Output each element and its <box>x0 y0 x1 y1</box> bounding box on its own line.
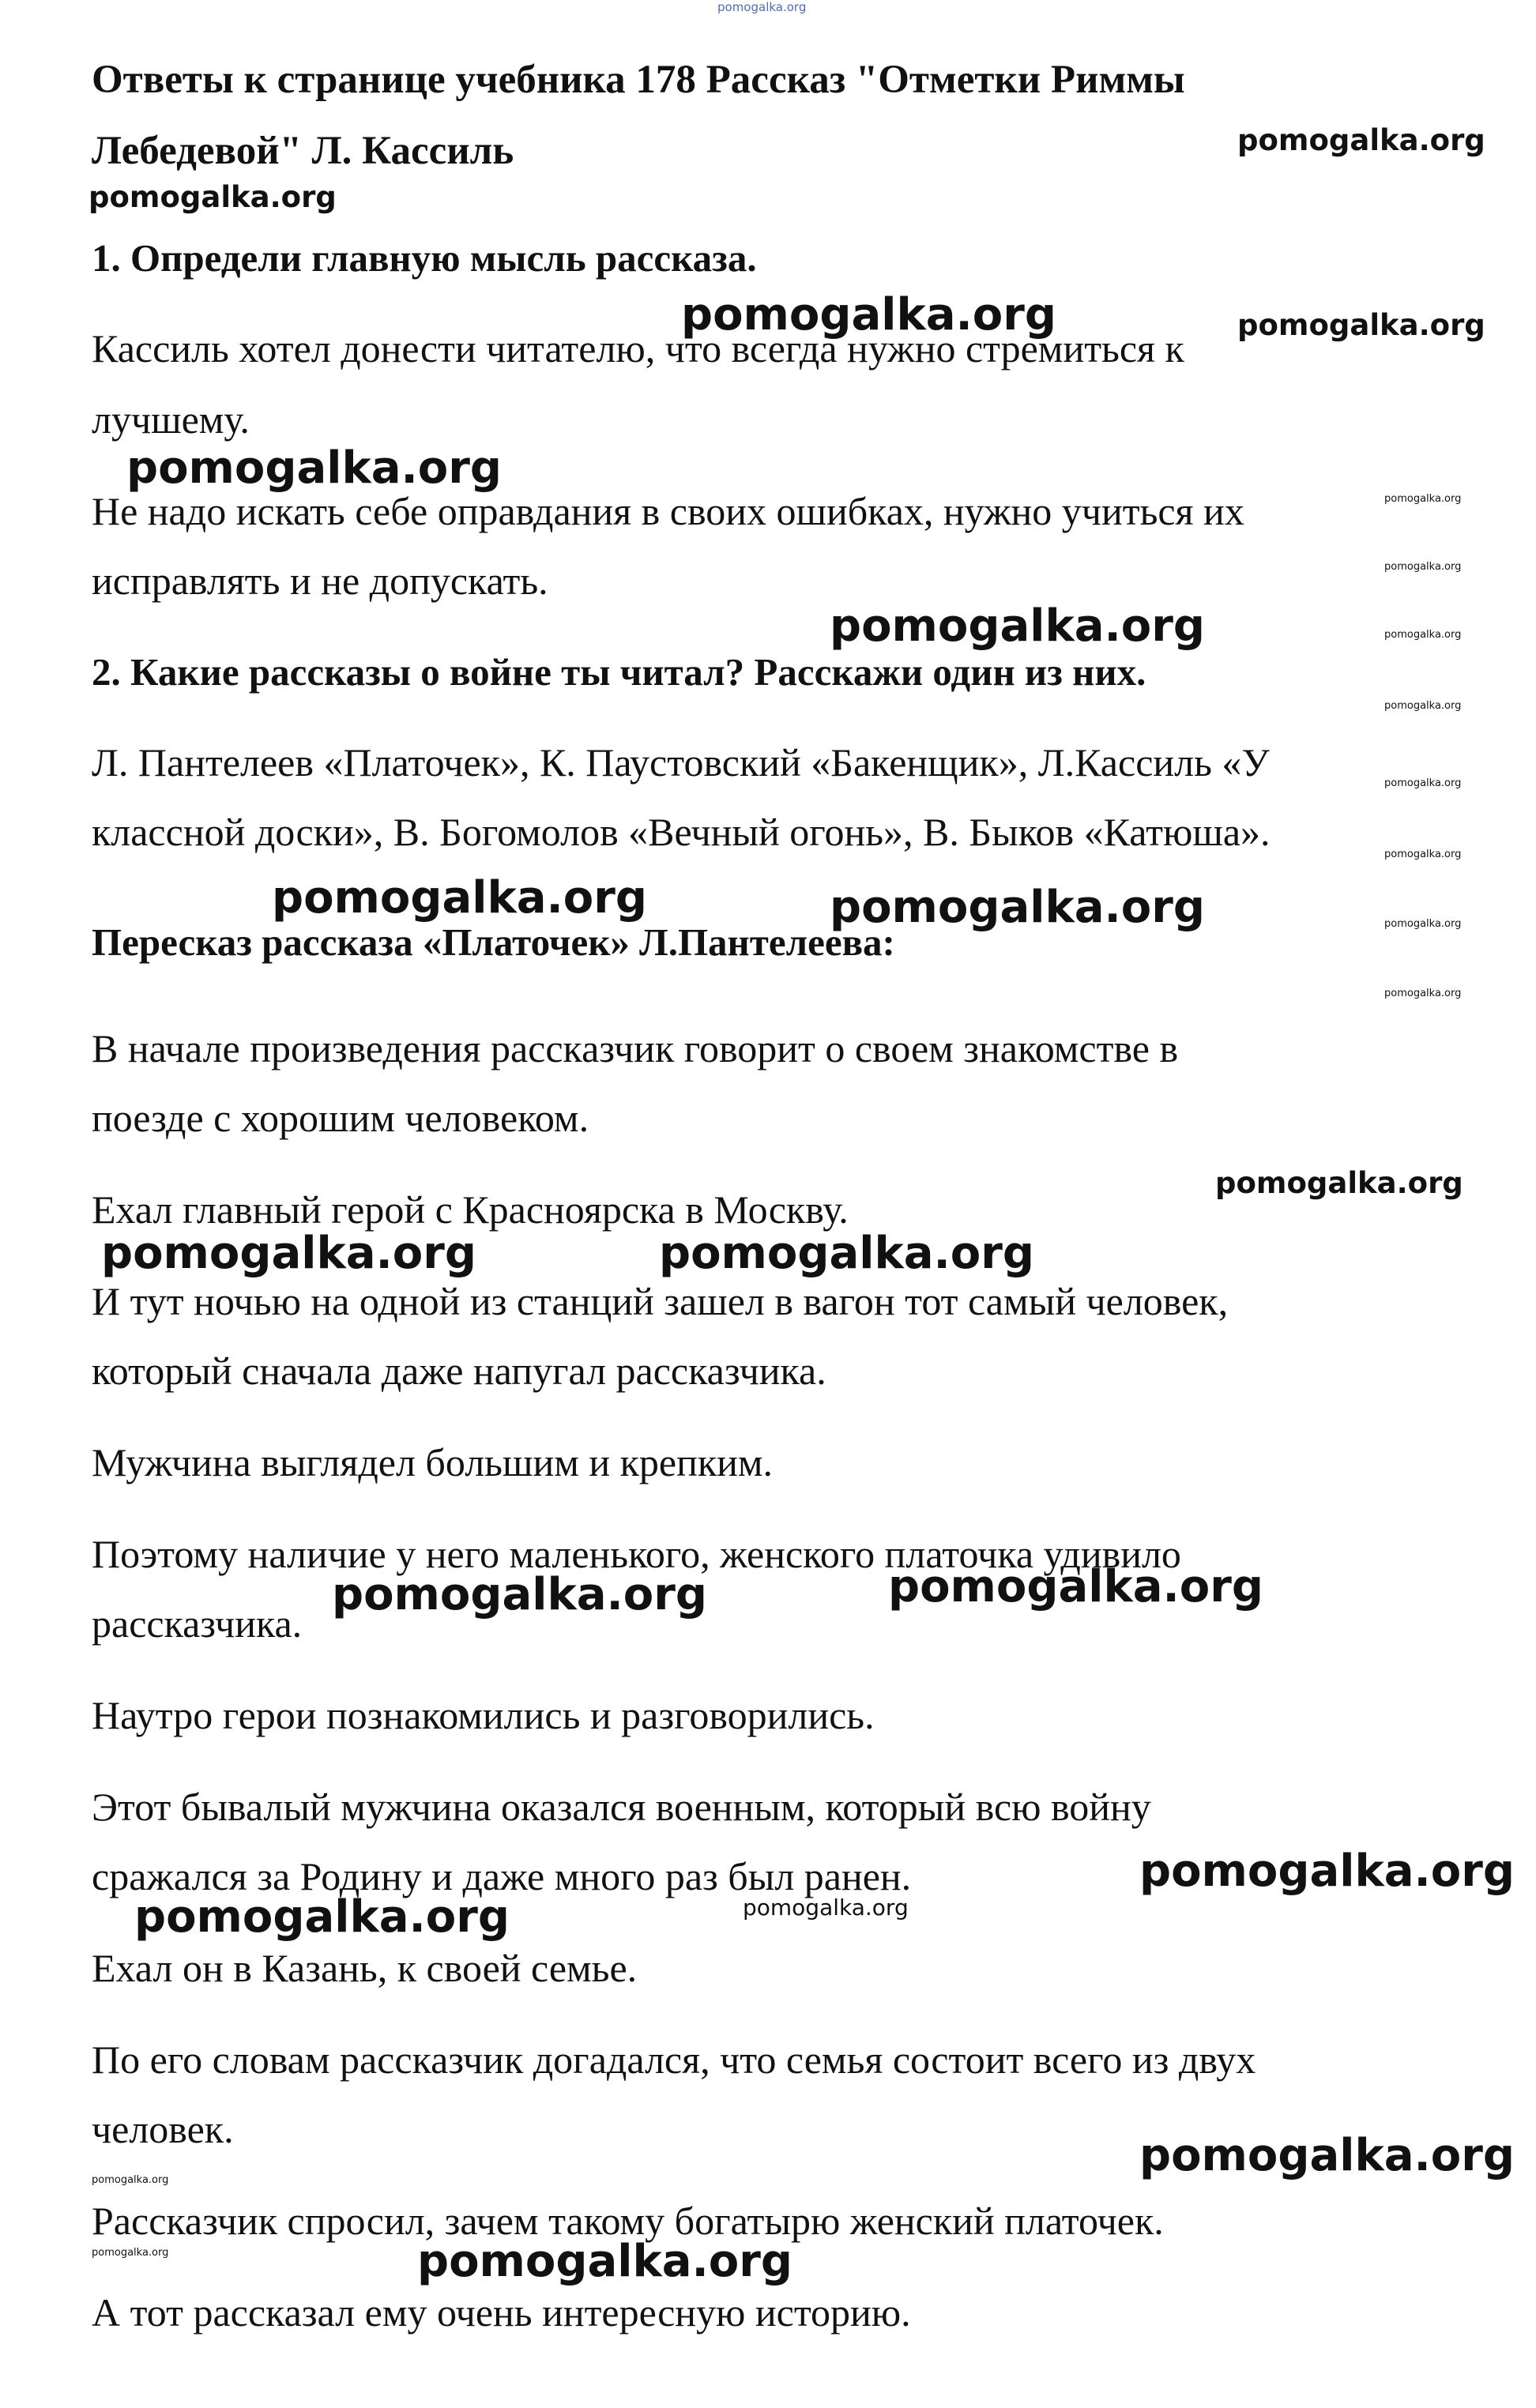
watermark: pomogalka.org <box>101 1228 476 1279</box>
watermark: pomogalka.org <box>1384 629 1462 641</box>
paragraph-line: который сначала даже напугал рассказчика. <box>92 1349 826 1393</box>
watermark: pomogalka.org <box>1384 988 1462 999</box>
paragraph-line: Рассказчик спросил, зачем такому богатырю женский платочек. <box>92 2199 1164 2243</box>
answer-line: исправлять и не допускать. <box>92 559 548 603</box>
paragraph-line: И тут ночью на одной из станций зашел в вагон тот самый человек, <box>92 1279 1229 1323</box>
watermark: pomogalka.org <box>126 442 502 494</box>
page-title-continued: Лебедевой" Л. Кассиль <box>92 129 514 173</box>
question-2-heading: 2. Какие рассказы о войне ты читал? Расскажи один из них. <box>92 650 1146 694</box>
paragraph-line: Мужчина выглядел большим и крепким. <box>92 1440 774 1484</box>
watermark: pomogalka.org <box>134 1891 510 1943</box>
watermark: pomogalka.org <box>1384 918 1462 930</box>
watermark: pomogalka.org <box>272 872 647 924</box>
watermark: pomogalka.org <box>1215 1166 1463 1200</box>
watermark: pomogalka.org <box>1139 1846 1515 1897</box>
paragraph-line: Наутро герои познакомились и разговорились. <box>92 1693 875 1737</box>
watermark: pomogalka.org <box>1237 308 1485 342</box>
answer-line: Кассиль хотел донести читателю, что всегда нужно стремиться к <box>92 326 1184 371</box>
answer-line: Не надо искать себе оправдания в своих ошибках, нужно учиться их <box>92 489 1244 533</box>
answer-line: классной доски», В. Богомолов «Вечный огонь», В. Быков «Катюша». <box>92 810 1271 854</box>
watermark: pomogalka.org <box>1384 777 1462 789</box>
watermark: pomogalka.org <box>88 180 337 214</box>
paragraph-line: Поэтому наличие у него маленького, женского платочка удивило <box>92 1532 1181 1576</box>
watermark: pomogalka.org <box>888 1561 1263 1612</box>
watermark: pomogalka.org <box>659 1228 1034 1279</box>
paragraph-line: сражался за Родину и даже много раз был ранен. <box>92 1854 912 1898</box>
paragraph-line: человек. <box>92 2107 234 2151</box>
answer-line: Л. Пантелеев «Платочек», К. Паустовский «Бакенщик», Л.Кассиль «У <box>92 740 1270 784</box>
watermark: pomogalka.org <box>830 882 1205 933</box>
paragraph-line: Ехал главный герой с Красноярска в Москву. <box>92 1187 849 1232</box>
watermark: pomogalka.org <box>1384 700 1462 712</box>
paragraph-line: поезде с хорошим человеком. <box>92 1096 589 1140</box>
watermark: pomogalka.org <box>92 2174 169 2186</box>
paragraph-line: А тот рассказал ему очень интересную историю. <box>92 2290 911 2335</box>
paragraph-line: Ехал он в Казань, к своей семье. <box>92 1946 638 1990</box>
watermark: pomogalka.org <box>1384 493 1462 505</box>
question-1-heading: 1. Определи главную мысль рассказа. <box>92 236 757 280</box>
watermark: pomogalka.org <box>743 1894 909 1921</box>
retelling-heading: Пересказ рассказа «Платочек» Л.Пантелеева: <box>92 920 895 964</box>
watermark: pomogalka.org <box>92 2247 169 2259</box>
watermark: pomogalka.org <box>1237 123 1485 157</box>
watermark: pomogalka.org <box>1384 561 1462 573</box>
watermark: pomogalka.org <box>417 2236 792 2287</box>
answer-line: лучшему. <box>92 397 250 442</box>
watermark: pomogalka.org <box>830 600 1205 652</box>
paragraph-line: В начале произведения рассказчик говорит о своем знакомстве в <box>92 1026 1179 1070</box>
watermark: pomogalka.org <box>332 1569 707 1620</box>
paragraph-line: рассказчика. <box>92 1601 303 1646</box>
watermark: pomogalka.org <box>1139 2130 1515 2181</box>
paragraph-line: Этот бывалый мужчина оказался военным, который всю войну <box>92 1785 1151 1829</box>
watermark: pomogalka.org <box>681 289 1056 341</box>
page-title: Ответы к странице учебника 178 Рассказ "Отметки Риммы <box>92 58 1185 102</box>
paragraph-line: По его словам рассказчик догадался, что семья состоит всего из двух <box>92 2037 1256 2082</box>
watermark: pomogalka.org <box>717 0 807 14</box>
watermark: pomogalka.org <box>1384 848 1462 860</box>
